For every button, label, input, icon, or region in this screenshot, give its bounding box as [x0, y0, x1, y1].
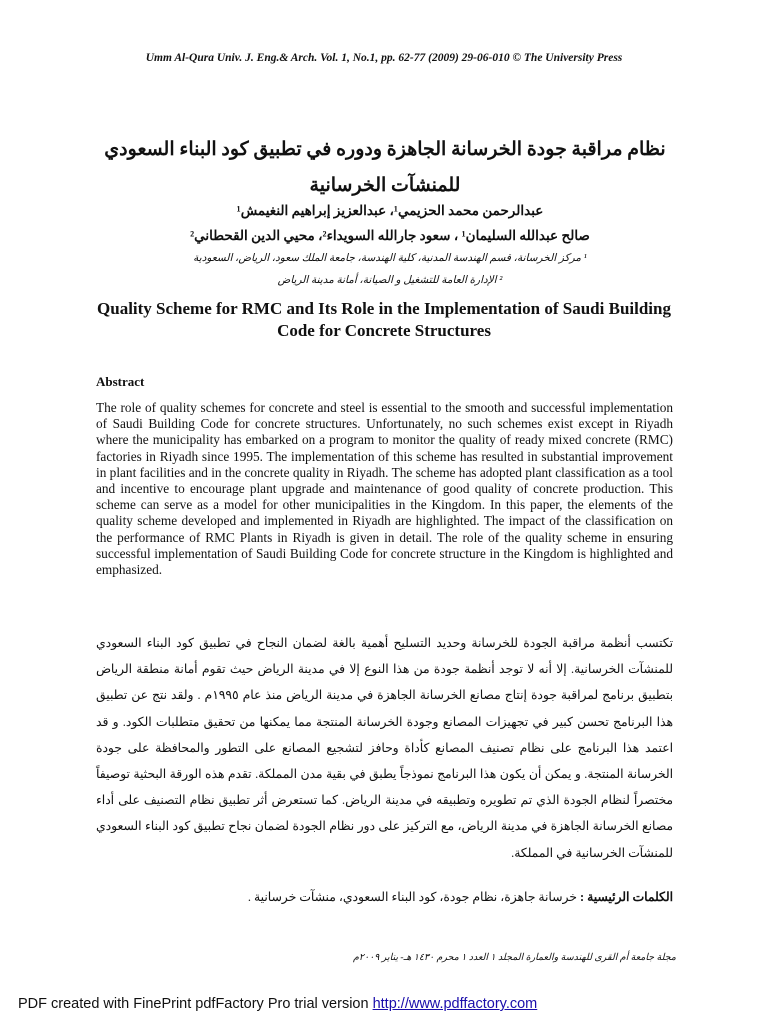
pdf-footer-text: PDF created with FinePrint pdfFactory Pro trial version — [18, 996, 373, 1012]
arabic-keywords — [96, 890, 673, 905]
pdf-footer — [18, 996, 537, 1012]
arabic-title: نظام مراقبة جودة الخرسانة الجاهزة ودوره في تطبيق كود البناء السعودي للمنشآت الخرسانية — [104, 139, 666, 196]
abstract-heading: Abstract — [96, 374, 145, 389]
pdffactory-link[interactable]: http://www.pdffactory.com — [372, 996, 538, 1012]
english-title: Quality Scheme for RMC and Its Role in the Implementation of Saudi Building Code for Concrete Structures — [97, 299, 671, 340]
abstract-text: The role of quality schemes for concrete and steel is essential to the smooth and successful implementation of Saudi Building Code for concrete structures. Unfortunately, no such schemes exist except in Riyadh where the municipality has embarked on a program to monitor the quality of ready mixed concrete (RMC) factories in Riyadh since 1995. The implementation of this scheme has resulted in substantial improvement in plant facilities and in the concrete quality in Riyadh. The scheme has adopted plant classification as a tool and incentive to encourage plant upgrade and maintenance of good quality of concrete production. This scheme can serve as a model for other municipalities in the Kingdom. In this paper, the elements of the quality scheme developed and implemented in Riyadh are highlighted. The impact of the classification on the performance of RMC Plants in Riyadh is given in detail. The role of the quality scheme in ensuring successful implementation of Saudi Building Code for concrete structure in the Kingdom is highlighted and emphasized. — [96, 400, 673, 578]
arabic-authors-line-1: عبدالرحمن محمد الحزيمي¹، عبدالعزيز إبراهيم النغيمش¹ — [236, 203, 544, 218]
arabic-journal-footer: مجلة جامعة أم القرى للهندسة والعمارة المجلد ١ العدد ١ محرم ١٤٣٠ هـ- يناير ٢٠٠٩م — [353, 953, 676, 963]
journal-header: Umm Al-Qura Univ. J. Eng.& Arch. Vol. 1, No.1, pp. 62-77 (2009) 29-06-010 © The University Press — [145, 52, 623, 64]
arabic-authors-line-2: صالح عبدالله السليمان¹ ، سعود جارالله السويداء²، محيي الدين القحطاني² — [190, 228, 590, 243]
arabic-affiliation-2: ² الإدارة العامة للتشغيل و الصيانة، أمانة مدينة الرياض — [277, 275, 503, 286]
arabic-abstract: تكتسب أنظمة مراقبة الجودة للخرسانة وحديد التسليح أهمية بالغة لضمان النجاح في تطبيق كود البناء السعودي للمنشآت الخرسانية. إلا أنه لا توجد أنظمة جودة من هذا النوع إلا في مدينة الرياض حيث تقوم أمانة منطقة الرياض بتطبيق برنامج لمراقبة جودة إنتاج مصانع الخرسانة الجاهزة في مدينة الرياض منذ عام ١٩٩٥م . ولقد نتج عن تطبيق هذا البرنامج تحسن كبير في تجهيزات المصانع وجودة الخرسانة المنتجة مما يمكنها من تحقيق متطلبات الكود. و قد اعتمد هذا البرنامج على نظام تصنيف المصانع كأداة وحافز لتشجيع المصانع على التطور والمحافظة على جودة الخرسانة المنتجة. و يمكن أن يكون هذا البرنامج نموذجاً يطبق في بقية مدن المملكة. تقدم هذه الورقة البحثية توصيفاً مختصراً لنظام الجودة الذي تم تطويره وتطبيقه في مدينة الرياض. كما تستعرض أثر تطبيق نظام التصنيف على أداء مصانع الخرسانة الجاهزة في مدينة الرياض، مع التركيز على دور نظام الجودة لضمان نجاح تطبيق كود البناء السعودي للمنشآت الخرسانية في المملكة. — [96, 636, 674, 860]
keywords-label: الكلمات الرئيسية : — [579, 890, 673, 904]
keywords-text: خرسانة جاهزة، نظام جودة، كود البناء السعودي، منشآت خرسانية . — [247, 890, 577, 904]
arabic-affiliation-1: ¹ مركز الخرسانة، قسم الهندسة المدنية، كلية الهندسة، جامعة الملك سعود، الرياض، السعودية — [193, 253, 587, 264]
